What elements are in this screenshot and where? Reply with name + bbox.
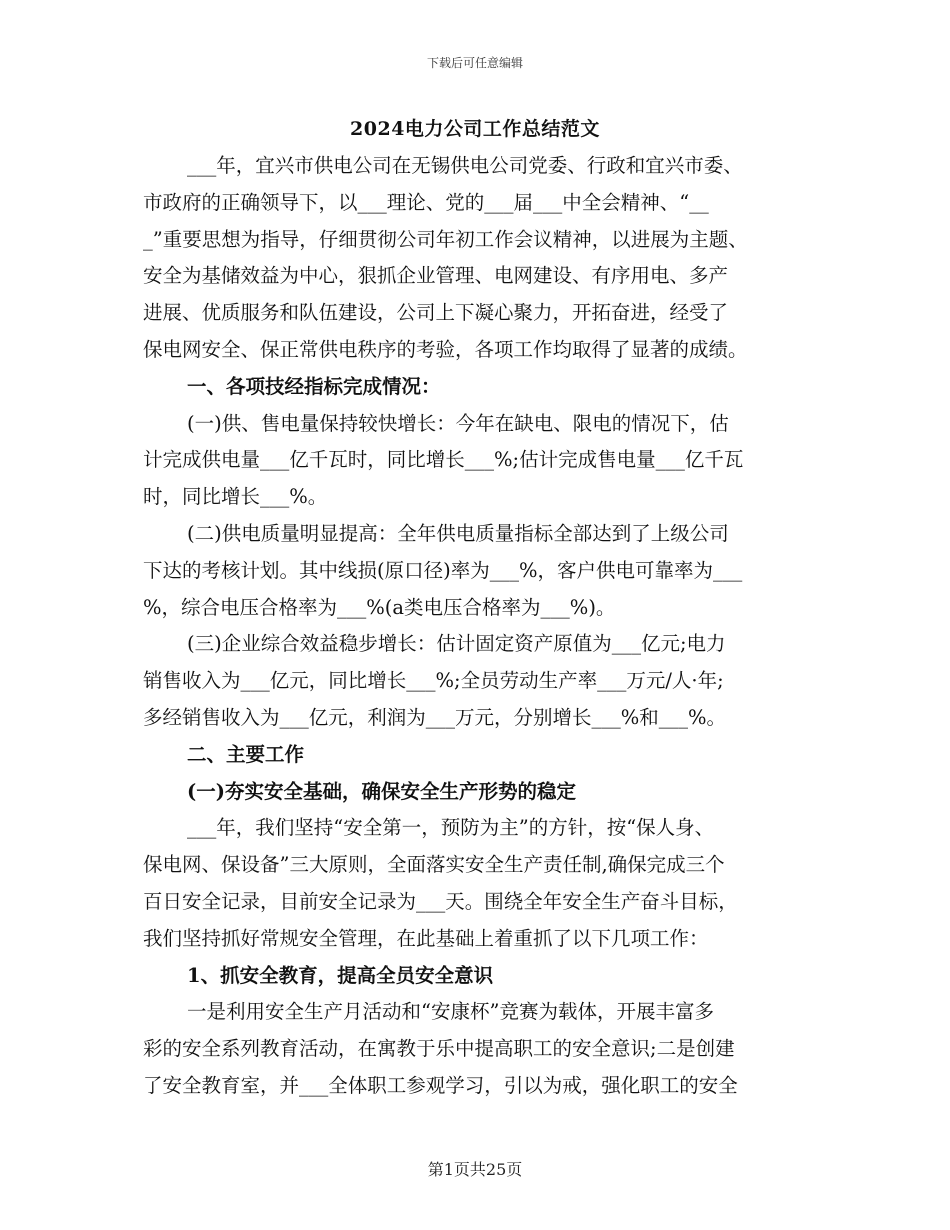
header-note: 下载后可任意编辑 — [426, 56, 523, 70]
paragraph-line: 多经销售收入为___亿元，利润为___万元，分别增长___%和___%。 — [143, 705, 727, 729]
paragraph-line: 进展、优质服务和队伍建设，公司上下凝心聚力，开拓奋进，经受了 — [143, 301, 729, 325]
paragraph-line: 销售收入为___亿元，同比增长___%;全员劳动生产率___万元/人·年; — [143, 669, 724, 693]
subsection-heading: 1、抓安全教育，提高全员安全意识 — [187, 963, 494, 987]
paragraph-line: 我们坚持抓好常规安全管理，在此基础上着重抓了以下几项工作： — [143, 926, 709, 950]
subsection-heading: (一)夯实安全基础，确保安全生产形势的稳定 — [187, 779, 576, 803]
paragraph-line: 百日安全记录，目前安全记录为___天。围绕全年安全生产奋斗目标， — [143, 889, 738, 913]
paragraph-line: 保电网、保设备”三大原则，全面落实安全生产责任制,确保完成三个 — [143, 853, 725, 877]
paragraph-line: 一是利用安全生产月活动和“安康杯”竞赛为载体，开展丰富多 — [187, 1000, 714, 1024]
paragraph-line: 市政府的正确领导下，以___理论、党的___届___中全会精神、“__ — [143, 190, 709, 214]
paragraph-line: 了安全教育室，并___全体职工参观学习，引以为戒，强化职工的安全 — [143, 1073, 738, 1097]
paragraph-line: (一)供、售电量保持较快增长：今年在缺电、限电的情况下，估 — [187, 411, 729, 435]
paragraph-line: (三)企业综合效益稳步增长：估计固定资产原值为___亿元;电力 — [187, 632, 726, 656]
paragraph-line: 保电网安全、保正常供电秩序的考验，各项工作均取得了显著的成绩。 — [143, 337, 748, 361]
document-body — [143, 148, 819, 1105]
paragraph-line: 安全为基储效益为中心，狠抓企业管理、电网建设、有序用电、多产 — [143, 264, 729, 288]
paragraph-line: ___年，宜兴市供电公司在无锡供电公司党委、行政和宜兴市委、 — [187, 154, 743, 177]
section-heading: 一、各项技经指标完成情况： — [187, 374, 441, 398]
paragraph-line: 下达的考核计划。其中线损(原口径)率为___%，客户供电可靠率为___ — [143, 558, 743, 582]
paragraph-line: 计完成供电量___亿千瓦时，同比增长___%;估计完成售电量___亿千瓦 — [143, 448, 744, 472]
paragraph-line: 彩的安全系列教育活动，在寓教于乐中提高职工的安全意识;二是创建 — [143, 1037, 735, 1061]
paragraph-line: 时，同比增长___%。 — [143, 485, 328, 509]
paragraph-line: _”重要思想为指导，仔细贯彻公司年初工作会议精神，以进展为主题、 — [143, 227, 748, 251]
paragraph-line: ___年，我们坚持“安全第一，预防为主”的方针，按“保人身、 — [187, 816, 715, 840]
section-heading: 二、主要工作 — [187, 742, 305, 766]
page-footer: 第1页共25页 — [427, 1160, 523, 1179]
paragraph-line: (二)供电质量明显提高：全年供电质量指标全部达到了上级公司 — [187, 521, 729, 545]
paragraph-line: %，综合电压合格率为___%(a类电压合格率为___%)。 — [143, 595, 616, 619]
document-title: 2024电力公司工作总结范文 — [350, 118, 600, 140]
